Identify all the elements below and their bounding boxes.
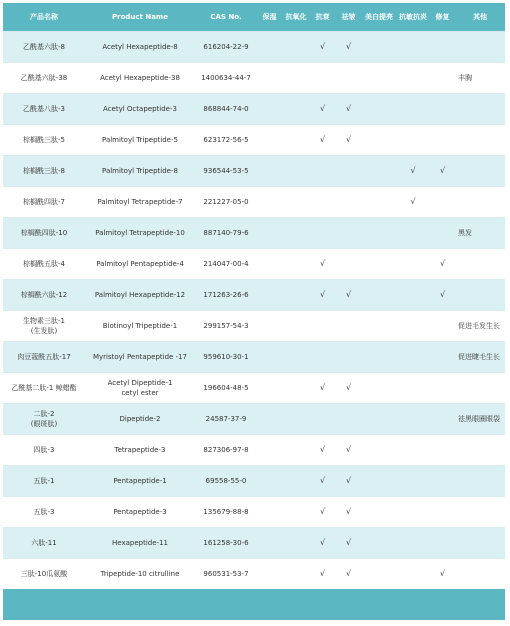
product-en-name: Palmitoyl Hexapeptide-12 [85,280,195,311]
product-cn-name: 乙酰基二肽-1 鲸蜡酯 [3,373,85,404]
column-header: 抗氧化 [282,3,310,32]
effect-check-mark [396,218,430,249]
column-header: 祛皱 [335,3,362,32]
table-footer-bar [3,589,505,620]
effect-check-mark [282,404,310,435]
cas-number: 214047-00-4 [195,249,257,280]
column-header: 抗敏抗炎 [396,3,430,32]
effect-check-mark [396,435,430,466]
effect-check-mark [396,125,430,156]
effect-check-mark [396,94,430,125]
effect-check-mark [257,342,282,373]
effect-check-mark [430,311,455,342]
cas-number: 1400634-44-7 [195,63,257,94]
effect-check-mark [335,404,362,435]
effect-check-mark [335,342,362,373]
effect-check-mark [362,311,396,342]
effect-check-mark: √ [310,528,335,559]
effect-check-mark [282,63,310,94]
effect-check-mark [430,466,455,497]
other-effect [455,559,505,590]
effect-check-mark [282,528,310,559]
table-row [3,94,505,125]
other-effect: 促进睫毛生长 [455,342,505,373]
effect-check-mark [396,528,430,559]
effect-check-mark [257,249,282,280]
effect-check-mark: √ [310,94,335,125]
product-cn-name: 乙酰基六肽-38 [3,63,85,94]
effect-check-mark [282,280,310,311]
effect-check-mark [310,311,335,342]
effect-check-mark [362,559,396,590]
effect-check-mark [430,528,455,559]
other-effect [455,32,505,63]
product-cn-name: 棕榈酰四肽-7 [3,187,85,218]
effect-check-mark [362,63,396,94]
effect-check-mark: √ [310,559,335,590]
effect-check-mark [362,404,396,435]
table-row [3,404,505,435]
product-en-name: Acetyl Hexapeptide-38 [85,63,195,94]
table-row [3,187,505,218]
effect-check-mark: √ [310,435,335,466]
product-cn-name: 棕榈酰三肽-5 [3,125,85,156]
table-row [3,559,505,590]
effect-check-mark: √ [335,435,362,466]
effect-check-mark [282,187,310,218]
effect-check-mark [335,249,362,280]
effect-check-mark [282,311,310,342]
effect-check-mark: √ [430,559,455,590]
table-row [3,435,505,466]
peptide-table [3,3,505,589]
effect-check-mark [396,342,430,373]
effect-check-mark [430,63,455,94]
effect-check-mark [282,94,310,125]
product-cn-name: 棕榈酰六肽-12 [3,280,85,311]
effect-check-mark [257,32,282,63]
product-en-name: Tetrapeptide-3 [85,435,195,466]
product-cn-name: 乙酰基八肽-3 [3,94,85,125]
column-header: 美白提亮 [362,3,396,32]
effect-check-mark [362,373,396,404]
effect-check-mark [282,466,310,497]
cas-number: 827306-97-8 [195,435,257,466]
other-effect [455,373,505,404]
effect-check-mark [430,435,455,466]
cas-number: 616204-22-9 [195,32,257,63]
other-effect [455,249,505,280]
effect-check-mark [335,311,362,342]
product-cn-name: 五肽-3 [3,497,85,528]
effect-check-mark: √ [310,125,335,156]
effect-check-mark [396,373,430,404]
cas-number: 299157-54-3 [195,311,257,342]
product-en-name: Myristoyl Pentapeptide -17 [85,342,195,373]
effect-check-mark [282,218,310,249]
effect-check-mark [396,249,430,280]
column-header: 其他 [455,3,505,32]
effect-check-mark [257,218,282,249]
effect-check-mark [396,63,430,94]
effect-check-mark [282,559,310,590]
cas-number: 959610-30-1 [195,342,257,373]
product-en-name: Pentapeptide-3 [85,497,195,528]
table-row [3,218,505,249]
other-effect [455,187,505,218]
product-en-name: Palmitoyl Tetrapeptide-10 [85,218,195,249]
product-cn-name: 棕榈酰五肽-4 [3,249,85,280]
cas-number: 868844-74-0 [195,94,257,125]
effect-check-mark: √ [335,559,362,590]
effect-check-mark [257,63,282,94]
product-cn-name: 肉豆蔻酰五肽-17 [3,342,85,373]
other-effect: 祛黑眼圈眼袋 [455,404,505,435]
product-cn-name: 二肽-2 (眼斑肽) [3,404,85,435]
effect-check-mark [430,125,455,156]
effect-check-mark [362,435,396,466]
effect-check-mark [282,373,310,404]
cas-number: 69558-55-0 [195,466,257,497]
other-effect: 促进毛发生长 [455,311,505,342]
effect-check-mark [362,187,396,218]
product-en-name: Palmitoyl Tetrapeptide-7 [85,187,195,218]
effect-check-mark [310,187,335,218]
effect-check-mark [396,280,430,311]
product-en-name: Biotinoyl Tripeptide-1 [85,311,195,342]
column-header: 产品名称 [3,3,85,32]
table-row [3,125,505,156]
effect-check-mark [257,280,282,311]
other-effect [455,94,505,125]
effect-check-mark: √ [310,249,335,280]
effect-check-mark [257,373,282,404]
effect-check-mark: √ [396,156,430,187]
effect-check-mark: √ [335,125,362,156]
effect-check-mark [282,342,310,373]
effect-check-mark: √ [310,32,335,63]
effect-check-mark: √ [430,280,455,311]
effect-check-mark [430,373,455,404]
effect-check-mark [430,497,455,528]
effect-check-mark [362,528,396,559]
product-cn-name: 四肽-3 [3,435,85,466]
product-cn-name: 三肽-10瓜氨酸 [3,559,85,590]
effect-check-mark [396,32,430,63]
effect-check-mark [362,125,396,156]
effect-check-mark [362,156,396,187]
effect-check-mark: √ [335,280,362,311]
cas-number: 936544-53-5 [195,156,257,187]
column-header: CAS No. [195,3,257,32]
other-effect [455,125,505,156]
product-cn-name: 六肽-11 [3,528,85,559]
product-cn-name: 生物素三肽-1 (生发肽) [3,311,85,342]
effect-check-mark [430,404,455,435]
table-row [3,373,505,404]
other-effect [455,466,505,497]
effect-check-mark [430,342,455,373]
effect-check-mark: √ [430,249,455,280]
effect-check-mark [362,497,396,528]
effect-check-mark [257,125,282,156]
table-row [3,311,505,342]
effect-check-mark [396,466,430,497]
product-cn-name: 棕榈酰三肽-8 [3,156,85,187]
effect-check-mark [362,466,396,497]
table-row [3,342,505,373]
other-effect [455,497,505,528]
effect-check-mark [430,94,455,125]
effect-check-mark: √ [310,280,335,311]
cas-number: 196604-48-5 [195,373,257,404]
peptide-table-container [3,3,505,620]
effect-check-mark: √ [335,373,362,404]
table-row [3,466,505,497]
effect-check-mark [396,559,430,590]
effect-check-mark [430,32,455,63]
effect-check-mark [310,404,335,435]
table-row [3,156,505,187]
effect-check-mark [282,249,310,280]
table-row [3,249,505,280]
effect-check-mark [257,559,282,590]
effect-check-mark [310,156,335,187]
effect-check-mark [257,187,282,218]
effect-check-mark [335,63,362,94]
effect-check-mark [257,404,282,435]
effect-check-mark [362,342,396,373]
effect-check-mark: √ [396,187,430,218]
table-row [3,63,505,94]
effect-check-mark [310,342,335,373]
cas-number: 24587-37-9 [195,404,257,435]
product-en-name: Palmitoyl Pentapeptide-4 [85,249,195,280]
effect-check-mark [282,497,310,528]
column-header: 保湿 [257,3,282,32]
effect-check-mark: √ [310,466,335,497]
other-effect: 丰胸 [455,63,505,94]
effect-check-mark [282,156,310,187]
effect-check-mark: √ [335,528,362,559]
effect-check-mark [430,218,455,249]
effect-check-mark [362,218,396,249]
effect-check-mark [430,187,455,218]
effect-check-mark [362,249,396,280]
product-en-name: Palmitoyl Tripeptide-8 [85,156,195,187]
effect-check-mark [335,187,362,218]
effect-check-mark [257,311,282,342]
product-en-name: Dipeptide-2 [85,404,195,435]
effect-check-mark: √ [430,156,455,187]
other-effect [455,528,505,559]
product-cn-name: 棕榈酰四肽-10 [3,218,85,249]
column-header: 抗衰 [310,3,335,32]
table-body [3,32,505,590]
effect-check-mark: √ [310,373,335,404]
effect-check-mark [257,466,282,497]
cas-number: 887140-79-6 [195,218,257,249]
effect-check-mark [396,404,430,435]
effect-check-mark [335,156,362,187]
cas-number: 221227-05-0 [195,187,257,218]
cas-number: 135679-88-8 [195,497,257,528]
effect-check-mark [335,218,362,249]
table-row [3,32,505,63]
effect-check-mark [362,32,396,63]
effect-check-mark [257,156,282,187]
effect-check-mark [362,280,396,311]
product-en-name: Tripeptide-10 citrulline [85,559,195,590]
table-header-row [3,3,505,32]
effect-check-mark [257,435,282,466]
effect-check-mark [282,32,310,63]
product-en-name: Hexapeptide-11 [85,528,195,559]
other-effect [455,435,505,466]
effect-check-mark [257,94,282,125]
cas-number: 623172-56-5 [195,125,257,156]
column-header: Product Name [85,3,195,32]
product-cn-name: 五肽-1 [3,466,85,497]
effect-check-mark [396,311,430,342]
other-effect: 黑发 [455,218,505,249]
cas-number: 161258-30-6 [195,528,257,559]
other-effect [455,280,505,311]
product-en-name: Acetyl Hexapeptide-8 [85,32,195,63]
other-effect [455,156,505,187]
effect-check-mark: √ [335,466,362,497]
table-row [3,528,505,559]
effect-check-mark [310,63,335,94]
effect-check-mark [310,218,335,249]
table-row [3,497,505,528]
table-row [3,280,505,311]
product-en-name: Palmitoyl Tripeptide-5 [85,125,195,156]
column-header: 修复 [430,3,455,32]
effect-check-mark [362,94,396,125]
effect-check-mark [396,497,430,528]
effect-check-mark [257,497,282,528]
product-en-name: Pentapeptide-1 [85,466,195,497]
cas-number: 960531-53-7 [195,559,257,590]
cas-number: 171263-26-6 [195,280,257,311]
product-en-name: Acetyl Dipeptide-1 cetyl ester [85,373,195,404]
effect-check-mark: √ [335,32,362,63]
product-en-name: Acetyl Octapeptide-3 [85,94,195,125]
effect-check-mark: √ [310,497,335,528]
effect-check-mark [282,435,310,466]
effect-check-mark [282,125,310,156]
effect-check-mark: √ [335,497,362,528]
product-cn-name: 乙酰基六肽-8 [3,32,85,63]
effect-check-mark [257,528,282,559]
effect-check-mark: √ [335,94,362,125]
